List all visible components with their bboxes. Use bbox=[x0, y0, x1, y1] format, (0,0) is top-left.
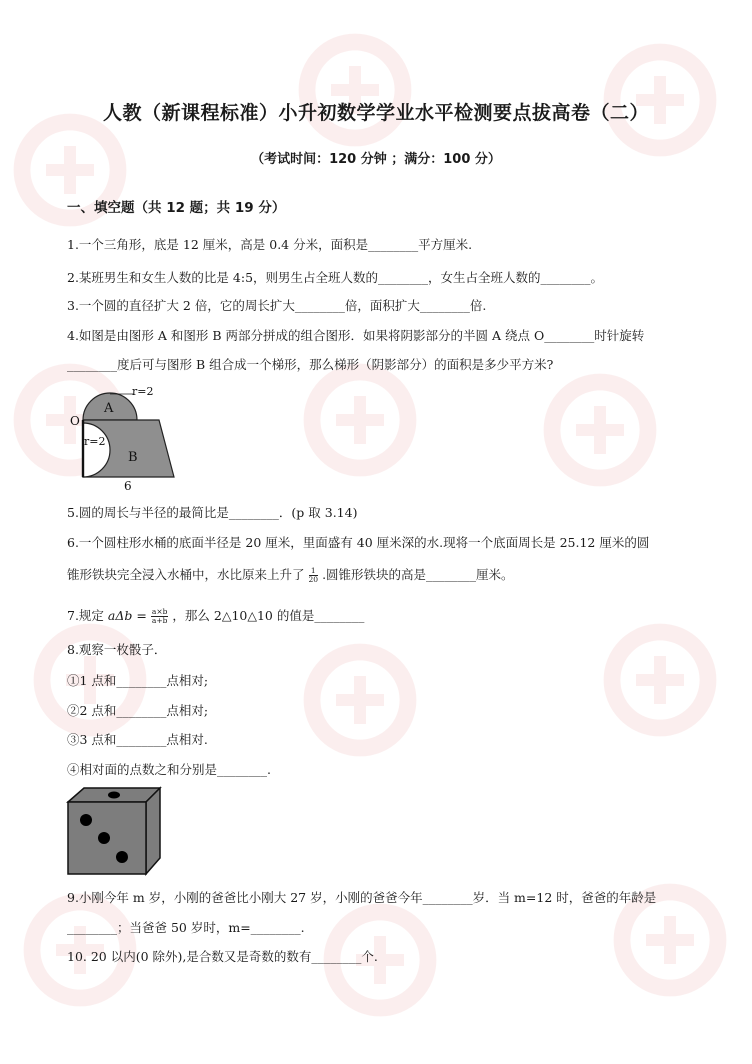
question-1: 1.一个三角形，底是 12 厘米，高是 0.4 分米，面积是________平方厘米. bbox=[67, 237, 473, 252]
question-9-line-1: 9.小刚今年 m 岁，小刚的爸爸比小刚大 27 岁，小刚的爸爸今年________岁．当 m=12 时，爸爸的年龄是 bbox=[67, 890, 657, 905]
question-6-line-1: 6.一个圆柱形水桶的底面半径是 20 厘米，里面盛有 40 厘米深的水.现将一个底面周长是 25.12 厘米的圆 bbox=[67, 535, 650, 550]
question-9-line-2: ________；当爸爸 50 岁时，m=________. bbox=[67, 920, 305, 935]
fraction: $\frac{a\times b}{a+b}$ bbox=[151, 607, 168, 625]
dice-figure bbox=[66, 786, 162, 876]
fraction: $\frac{1}{20}$ bbox=[308, 566, 319, 584]
question-2: 2.某班男生和女生人数的比是 4:5，则男生占全班人数的________，女生占全班人数的________。 bbox=[67, 270, 604, 285]
section-heading: 一、填空题（共 12 题；共 19 分） bbox=[67, 200, 286, 216]
question-4-figure bbox=[62, 380, 187, 495]
question-8-item-4: ④相对面的点数之和分别是________. bbox=[67, 762, 271, 777]
label-a: A bbox=[104, 401, 114, 416]
watermark-logo bbox=[300, 640, 420, 760]
dice-pip bbox=[98, 832, 110, 844]
question-8-item-2: ②2 点和________点相对; bbox=[67, 703, 209, 718]
watermark-logo bbox=[300, 360, 420, 480]
dice-pip bbox=[108, 792, 120, 799]
label-r-top: r=2 bbox=[132, 385, 154, 398]
question-8-item-3: ③3 点和________点相对. bbox=[67, 732, 208, 747]
exam-info: （考试时间：120 分钟 ；满分：100 分） bbox=[251, 152, 501, 167]
dice-pip bbox=[116, 851, 128, 863]
question-6-line-2 bbox=[67, 567, 514, 584]
label-bottom: 6 bbox=[124, 479, 132, 493]
question-8: 8.观察一枚骰子． bbox=[67, 642, 167, 657]
dice-pip bbox=[80, 814, 92, 826]
question-7 bbox=[67, 608, 364, 625]
question-7-text-a: 7.规定 bbox=[67, 608, 104, 623]
question-8-item-1: ①1 点和________点相对; bbox=[67, 673, 209, 688]
question-3: 3.一个圆的直径扩大 2 倍，它的周长扩大________倍，面积扩大________倍. bbox=[67, 298, 487, 313]
question-7-text-b: ，那么 2△10△10 的值是________ bbox=[172, 608, 365, 623]
question-6-text-b: .圆锥形铁块的高是________厘米。 bbox=[322, 567, 514, 582]
label-b: B bbox=[128, 450, 138, 465]
page-title: 人教（新课程标准）小升初数学学业水平检测要点拔高卷（二） bbox=[102, 102, 649, 124]
watermark-logo bbox=[540, 370, 660, 490]
label-r-left: r=2 bbox=[84, 435, 106, 448]
formula: aΔb = bbox=[107, 608, 147, 623]
watermark-logo bbox=[600, 620, 720, 740]
question-4-line-1: 4.如图是由图形 A 和图形 B 两部分拼成的组合图形．如果将阴影部分的半圆 A 绕点 O________时针旋转 bbox=[67, 328, 645, 343]
question-4-line-2: ________度后可与图形 B 组合成一个梯形，那么梯形（阴影部分）的面积是多少平方米? bbox=[67, 357, 554, 372]
watermark-logo bbox=[295, 30, 415, 150]
question-10: 10. 20 以内(0 除外),是合数又是奇数的数有________个. bbox=[67, 949, 378, 964]
label-o: O bbox=[70, 414, 80, 428]
question-5: 5.圆的周长与半径的最简比是________．(p 取 3.14) bbox=[67, 505, 358, 520]
question-6-text-a: 锥形铁块完全浸入水桶中，水比原来上升了 bbox=[67, 567, 305, 582]
dice-side-face bbox=[146, 788, 160, 874]
